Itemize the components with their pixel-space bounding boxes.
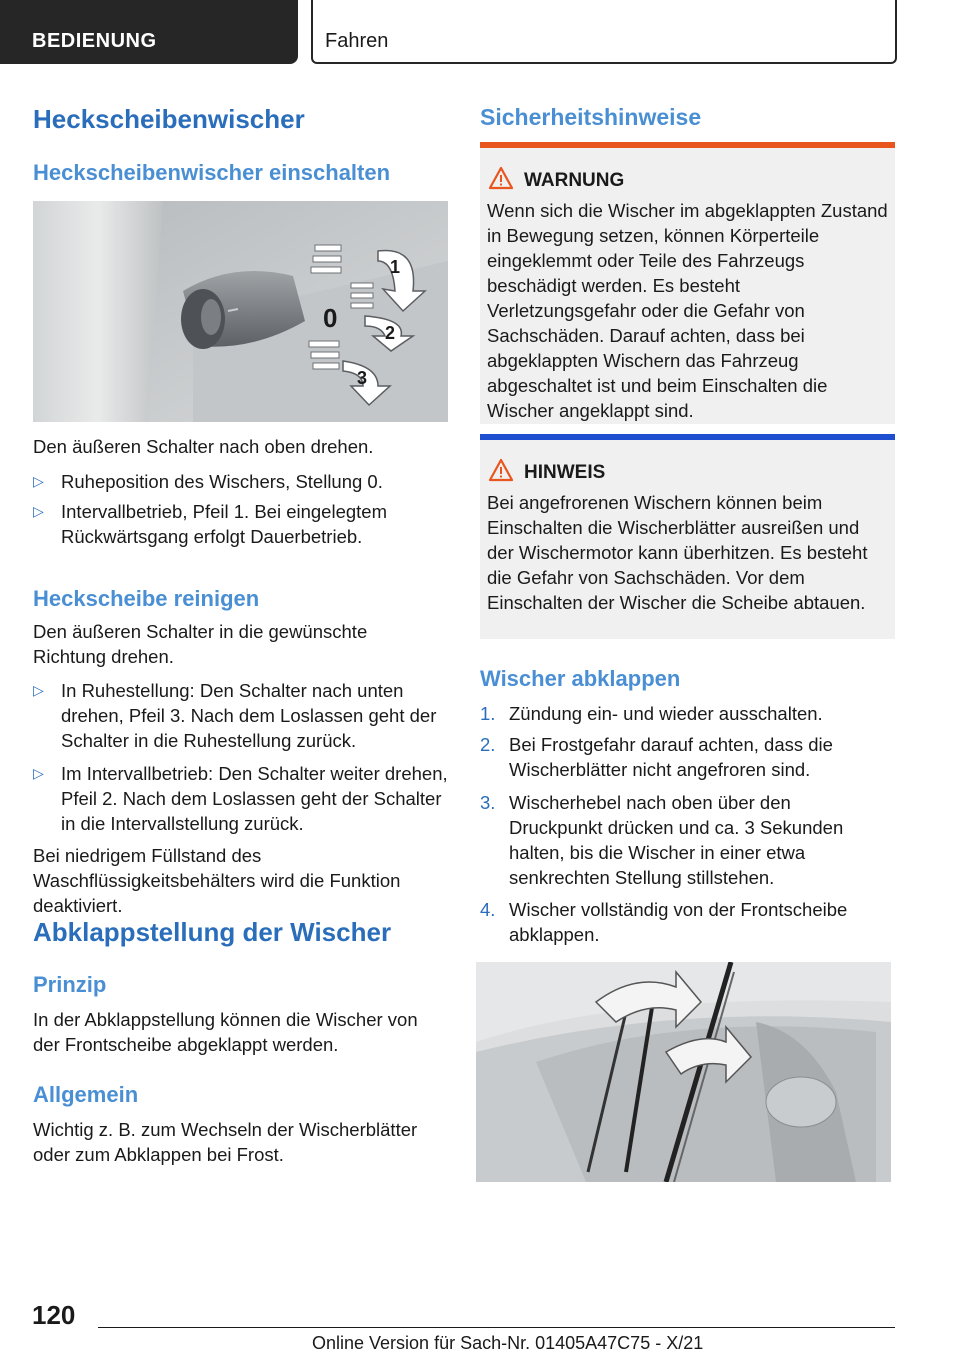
list-item-text: Im Intervallbetrieb: Den Schalter weiter drehen, Pfeil 2. Nach dem Loslassen geht der Schalter in die Intervallstellung zurück.: [61, 763, 448, 834]
step-number: 3.: [480, 792, 496, 813]
hint-triangle-icon: [488, 458, 514, 482]
wiper-fold-svg: [476, 962, 891, 1182]
list-item-text: Intervallbetrieb, Pfeil 1. Bei eingelegtem Rückwärtsgang erfolgt Dauerbetrieb.: [61, 501, 387, 547]
paragraph-turn-switch-direction: Den äußeren Schalter in die gewünschte Richtung drehen.: [33, 621, 368, 667]
step-text: Wischerhebel nach oben über den Druckpunkt drücken und ca. 3 Sekunden halten, bis die Wischer in einer etwa senkrechten Stellung stillstehen.: [509, 792, 844, 888]
warning-title: WARNUNG: [524, 170, 625, 191]
footer-version-text: Online Version für Sach-Nr. 01405A47C75 - X/21: [312, 1333, 704, 1353]
list-item: [33, 469, 448, 494]
list-item-text: Ruheposition des Wischers, Stellung 0.: [61, 471, 383, 492]
bullet-triangle-icon: ▷: [33, 682, 44, 698]
header-section-label: BEDIENUNG: [32, 30, 157, 52]
bullet-triangle-icon: ▷: [33, 765, 44, 781]
list-item: [33, 761, 448, 836]
section-title-rear-wiper: Heckscheibenwischer: [33, 104, 305, 134]
footer-rule: [98, 1327, 895, 1328]
section-title-wiper-fold-position: Abklappstellung der Wischer: [33, 917, 392, 947]
step-text: Zündung ein- und wieder ausschalten.: [509, 703, 823, 724]
warning-box: [480, 142, 895, 424]
header-section-tab: [0, 0, 298, 64]
step-item: [480, 897, 895, 947]
header-chapter-label: Fahren: [325, 30, 389, 52]
subsection-title-rear-wiper-on: Heckscheibenwischer einschalten: [33, 160, 391, 185]
wiper-switch-svg: [33, 201, 448, 422]
wiper-fold-illustration: [476, 962, 891, 1182]
step-number: 2.: [480, 734, 496, 755]
step-number: 1.: [480, 703, 496, 724]
switch-label-3: 3: [357, 368, 368, 388]
list-item-text: In Ruhestellung: Den Schalter nach unten drehen, Pfeil 3. Nach dem Loslassen geht der Schalter in die Ruhestellung zurück.: [61, 680, 437, 751]
page-number: 120: [32, 1300, 76, 1330]
step-number: 4.: [480, 899, 496, 920]
switch-label-1: 1: [390, 257, 401, 277]
step-text: Bei Frostgefahr darauf achten, dass die Wischerblätter nicht angefroren sind.: [509, 734, 833, 780]
hint-title: HINWEIS: [524, 462, 606, 483]
subsection-title-principle: Prinzip: [33, 972, 107, 997]
hint-text: Bei angefrorenen Wischern können beim Einschalten die Wischerblätter ausreißen und der Wischermotor kann überhitzen. Es besteht die Gefahr von Sachschäden. Vor dem Einschalten der Wischer die Scheibe abtauen.: [487, 492, 868, 613]
subsection-title-fold-wipers: Wischer abklappen: [480, 666, 681, 691]
list-item: [33, 499, 448, 549]
step-item: [480, 701, 895, 726]
subsection-title-clean-rear-window: Heckscheibe reinigen: [33, 586, 260, 611]
step-item: [480, 732, 895, 782]
paragraph-principle: In der Abklappstellung können die Wischer von der Frontscheibe abgeklappt werden.: [33, 1009, 418, 1055]
step-text: Wischer vollständig von der Frontscheibe abklappen.: [509, 899, 848, 945]
switch-label-2: 2: [385, 323, 396, 343]
section-title-safety: Sicherheitshinweise: [480, 104, 702, 130]
paragraph-turn-switch-up: Den äußeren Schalter nach oben drehen.: [33, 436, 374, 457]
switch-label-0: 0: [323, 303, 338, 333]
step-item: [480, 790, 895, 890]
paragraph-general: Wichtig z. B. zum Wechseln der Wischerblätter oder zum Abklappen bei Frost.: [33, 1119, 418, 1165]
list-item: [33, 678, 448, 753]
warning-triangle-icon: [488, 166, 514, 190]
warning-bar: [480, 142, 895, 148]
bullet-triangle-icon: ▷: [33, 503, 44, 519]
hint-box: [480, 434, 895, 639]
subsection-title-general: Allgemein: [33, 1082, 139, 1107]
paragraph-low-fluid: Bei niedrigem Füllstand des Waschflüssigkeitsbehälters wird die Funktion deaktiviert.: [33, 845, 401, 916]
hint-bar: [480, 434, 895, 440]
warning-text: Wenn sich die Wischer im abgeklappten Zustand in Bewegung setzen, können Körperteile eingeklemmt oder Teile des Fahrzeugs beschädigt werden. Es besteht Verletzungsgefahr oder die Gefahr von Sachschäden. Darauf achten, dass bei abgeklappten Wischern das Fahrzeug abgeschaltet ist und beim Einschalten die Wischer angeklappt sind.: [487, 200, 888, 421]
header-chapter-tab: [311, 0, 897, 64]
wiper-switch-illustration: [33, 201, 448, 422]
bullet-triangle-icon: ▷: [33, 473, 44, 489]
